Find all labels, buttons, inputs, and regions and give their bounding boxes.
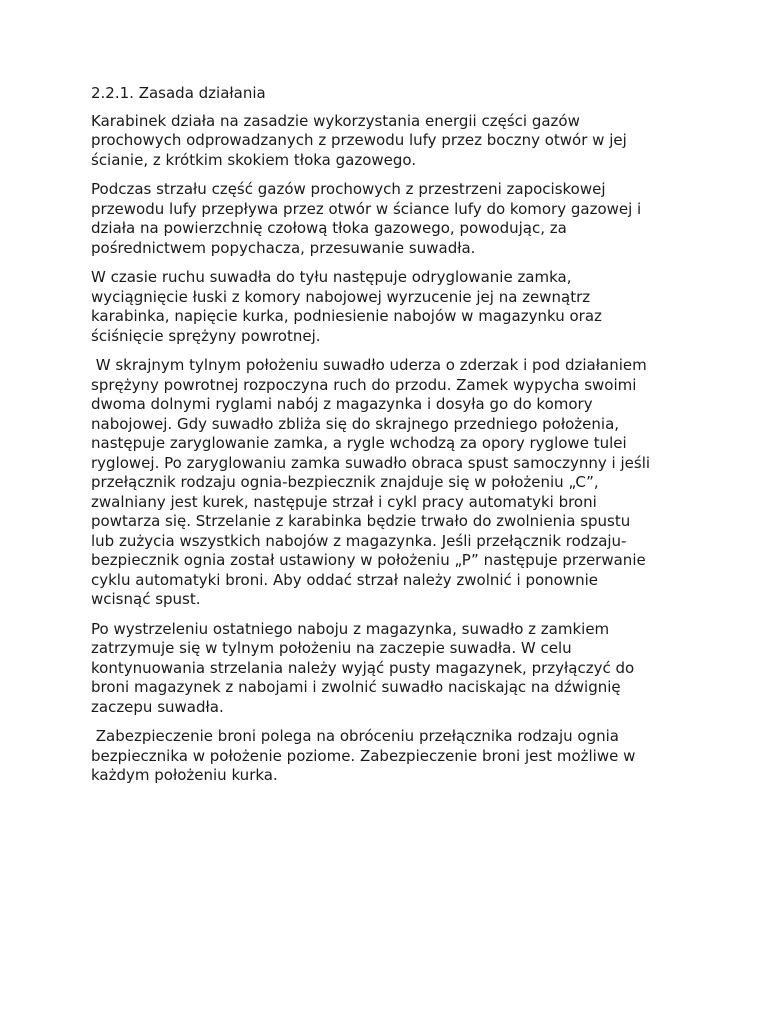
section-heading: 2.2.1. Zasada działania xyxy=(91,84,266,102)
paragraph-line: Karabinek działa na zasadzie wykorzystania energii części gazów xyxy=(91,111,580,130)
paragraph-line: W czasie ruchu suwadła do tyłu następuje odryglowanie zamka, xyxy=(91,268,572,286)
paragraph-line: zatrzymuje się w tylnym położeniu na zaczepie suwadła. W celu xyxy=(91,639,572,657)
paragraph-line: nabojowej. Gdy suwadło zbliża się do skrajnego przedniego położenia, xyxy=(91,414,620,433)
paragraph-line: broni magazynek z nabojami i zwolnić suwadło naciskając na dźwignię xyxy=(91,678,621,696)
paragraph-line: wyciągnięcie łuski z komory nabojowej wyrzucenie jej na zewnątrz xyxy=(91,287,591,306)
paragraph-line: zaczepu suwadła. xyxy=(91,697,224,716)
body-paragraph xyxy=(91,727,691,786)
paragraph-line: kontynuowania strzelania należy wyjąć pusty magazynek, przyłączyć do xyxy=(91,658,635,677)
body-paragraph xyxy=(91,268,691,346)
body-paragraph xyxy=(91,180,691,258)
paragraph-line: przewodu lufy przepływa przez otwór w ściance lufy do komory gazowej i xyxy=(91,199,642,218)
paragraph-line: pośrednictwem popychacza, przesuwanie suwadła. xyxy=(91,238,476,257)
paragraph-line: Po wystrzeleniu ostatniego naboju z magazynka, suwadło z zamkiem xyxy=(91,619,610,638)
paragraph-line: prochowych odprowadzanych z przewodu lufy przez boczny otwór w jej xyxy=(91,131,627,149)
paragraph-line: następuje zaryglowanie zamka, a rygle wchodzą za opory ryglowe tulei xyxy=(91,434,627,452)
paragraph-line: ścianie, z krótkim skokiem tłoka gazowego. xyxy=(91,150,417,169)
body-paragraph xyxy=(91,356,691,610)
document-body xyxy=(91,84,691,796)
paragraph-line: ryglowej. Po zaryglowaniu zamka suwadło obraca spust samoczynny i jeśli xyxy=(91,453,651,472)
body-paragraph xyxy=(91,112,691,171)
paragraph-line: działa na powierzchnię czołową tłoka gazowego, powodując, za xyxy=(91,219,567,237)
paragraph-line: wcisnąć spust. xyxy=(91,590,201,608)
paragraph-line: cyklu automatyki broni. Aby oddać strzał należy zwolnić i ponownie xyxy=(91,570,599,589)
paragraph-line: Podczas strzału część gazów prochowych z przestrzeni zapociskowej xyxy=(91,180,606,198)
paragraph-line: ściśnięcie sprężyny powrotnej. xyxy=(91,326,321,345)
paragraph-line: przełącznik rodzaju ognia-bezpiecznik znajduje się w położeniu „C”, xyxy=(91,473,599,491)
paragraph-line: karabinka, napięcie kurka, podniesienie nabojów w magazynku oraz xyxy=(91,307,602,325)
paragraph-line: powtarza się. Strzelanie z karabinka będzie trwało do zwolnienia spustu xyxy=(91,512,631,530)
body-paragraph xyxy=(91,620,691,718)
paragraph-line: bezpiecznika w położenie poziome. Zabezpieczenie broni jest możliwe w xyxy=(91,746,636,765)
paragraph-line: zwalniany jest kurek, następuje strzał i cykl pracy automatyki broni xyxy=(91,492,597,511)
paragraph-line: dwoma dolnymi ryglami nabój z magazynka i dosyła go do komory xyxy=(91,395,593,413)
paragraph-line: Zabezpieczenie broni polega na obróceniu przełącznika rodzaju ognia xyxy=(91,727,619,745)
paragraph-line: sprężyny powrotnej rozpoczyna ruch do przodu. Zamek wypycha swoimi xyxy=(91,375,637,394)
paragraph-line: każdym położeniu kurka. xyxy=(91,766,278,784)
paragraph-line: lub zużycia wszystkich nabojów z magazynka. Jeśli przełącznik rodzaju- xyxy=(91,531,627,550)
paragraph-line: bezpiecznik ognia został ustawiony w położeniu „P” następuje przerwanie xyxy=(91,551,646,569)
paragraph-line: W skrajnym tylnym położeniu suwadło uderza o zderzak i pod działaniem xyxy=(91,356,647,374)
paragraph-list xyxy=(91,112,691,786)
